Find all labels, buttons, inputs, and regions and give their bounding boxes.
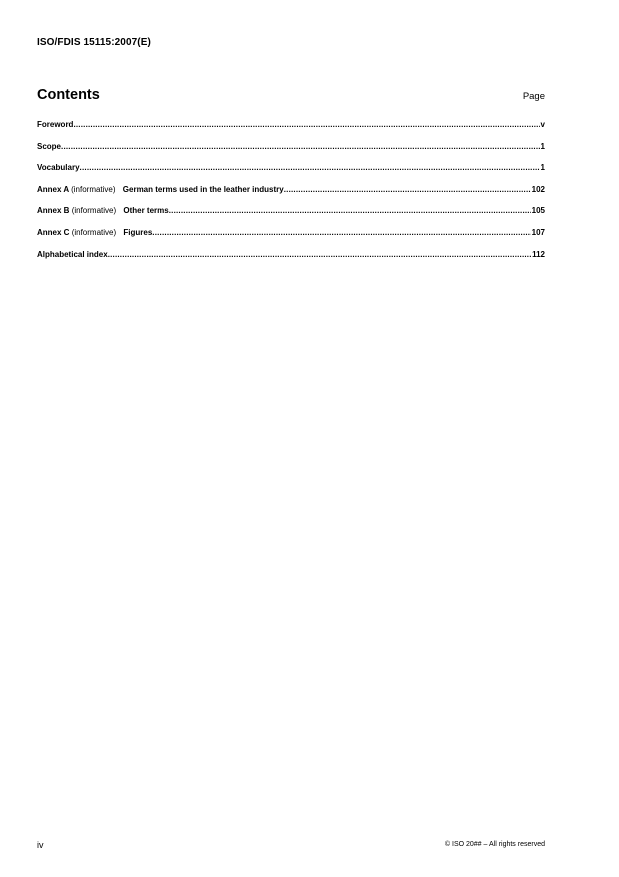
toc-entry-page: v <box>540 120 545 129</box>
toc-entry-annex-c[interactable] <box>37 228 545 250</box>
toc-dot-leader <box>108 250 531 259</box>
toc-entry-title: German terms used in the leather industry <box>122 184 284 194</box>
toc-entry-label: Scope <box>37 141 62 151</box>
toc-entry-label: Foreword <box>37 120 74 129</box>
toc-entry-label: Alphabetical index <box>37 249 108 259</box>
toc-entry-page: 107 <box>531 227 545 237</box>
page-column-label: Page <box>522 91 545 102</box>
document-header-id: ISO/FDIS 15115:2007(E) <box>37 37 151 48</box>
toc-entry-label: Annex B <box>37 206 70 216</box>
contents-heading: Contents <box>37 87 100 103</box>
toc-entry-label: Vocabulary <box>37 163 80 173</box>
toc-dot-leader <box>169 206 531 215</box>
toc-entry-page: 112 <box>532 249 545 259</box>
toc-entry-note: (informative) <box>71 184 116 194</box>
toc-entry-scope[interactable] <box>37 142 545 164</box>
toc-entry-title: Other terms <box>123 206 169 216</box>
toc-entry-page: 1 <box>540 163 545 173</box>
toc-dot-leader <box>152 228 530 237</box>
toc-entry-title: Figures <box>123 227 153 237</box>
toc-entry-annex-a[interactable] <box>37 185 545 207</box>
toc-entry-annex-b[interactable] <box>37 206 545 228</box>
toc-dot-leader <box>284 185 531 194</box>
toc-entry-label: Annex C <box>37 227 70 237</box>
footer-copyright: © ISO 20## – All rights reserved <box>444 841 545 848</box>
toc-entry-foreword[interactable] <box>37 120 545 142</box>
toc-entry-alphabetical-index[interactable] <box>37 250 545 272</box>
toc-entry-note: (informative) <box>71 206 117 216</box>
toc-entry-label: Annex A <box>37 184 69 194</box>
toc-entry-vocabulary[interactable] <box>37 163 545 185</box>
toc-entry-page: 102 <box>531 184 545 194</box>
toc-dot-leader <box>80 163 540 172</box>
toc-dot-leader <box>61 142 540 151</box>
toc-entry-page: 105 <box>531 206 545 216</box>
footer-page-number: iv <box>37 840 44 850</box>
toc-entry-page: 1 <box>540 141 545 151</box>
table-of-contents <box>37 120 545 271</box>
toc-dot-leader <box>73 120 539 129</box>
toc-entry-note: (informative) <box>71 227 117 237</box>
